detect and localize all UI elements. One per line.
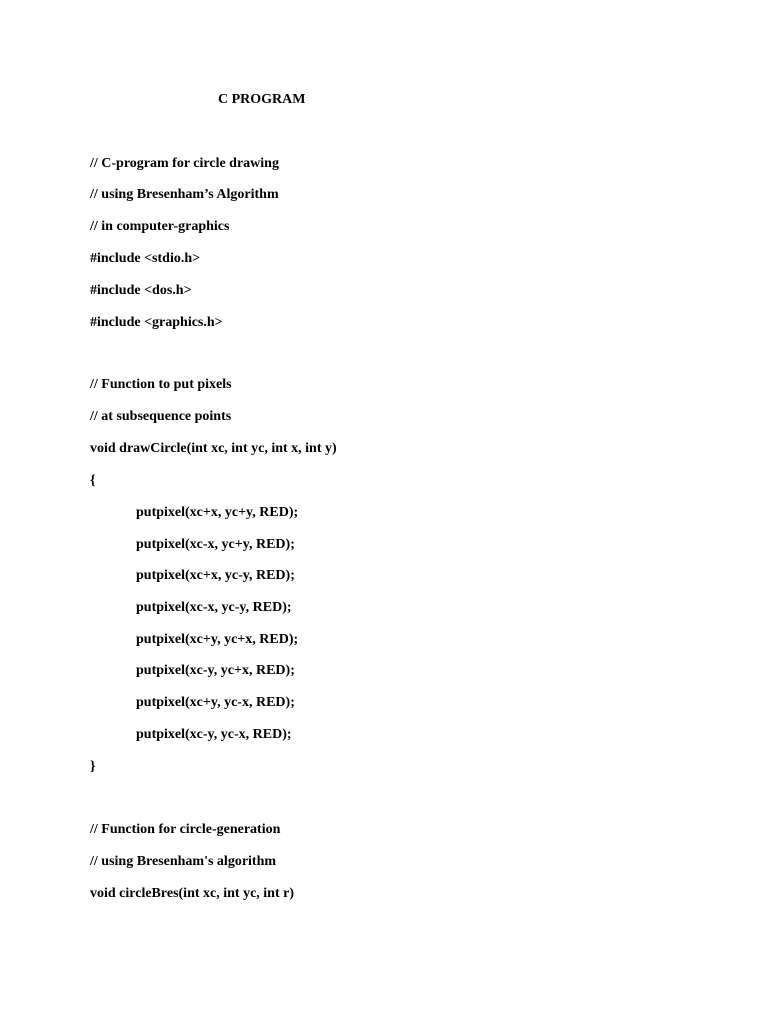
- code-comment-line: // using Bresenham’s Algorithm: [90, 187, 279, 202]
- code-include-line: #include <dos.h>: [90, 283, 192, 298]
- code-comment-line: // C-program for circle drawing: [90, 156, 279, 171]
- code-comment-line: // using Bresenham's algorithm: [90, 854, 277, 869]
- code-include-line: #include <graphics.h>: [90, 315, 223, 330]
- code-open-brace: {: [90, 473, 96, 488]
- code-close-brace: }: [90, 759, 96, 774]
- code-function-signature: void circleBres(int xc, int yc, int r): [90, 886, 294, 901]
- code-statement-line: putpixel(xc-x, yc-y, RED);: [136, 600, 292, 615]
- code-statement-line: putpixel(xc-y, yc+x, RED);: [136, 663, 295, 678]
- code-include-line: #include <stdio.h>: [90, 251, 201, 266]
- code-statement-line: putpixel(xc-y, yc-x, RED);: [136, 727, 292, 742]
- code-comment-line: // Function for circle-generation: [90, 822, 281, 837]
- code-statement-line: putpixel(xc+y, yc+x, RED);: [136, 632, 299, 647]
- code-statement-line: putpixel(xc+x, yc+y, RED);: [136, 505, 299, 520]
- code-comment-line: // Function to put pixels: [90, 377, 232, 392]
- page-title: C PROGRAM: [218, 92, 306, 107]
- code-comment-line: // in computer-graphics: [90, 219, 230, 234]
- code-function-signature: void drawCircle(int xc, int yc, int x, int y): [90, 441, 337, 456]
- code-statement-line: putpixel(xc-x, yc+y, RED);: [136, 537, 295, 552]
- code-statement-line: putpixel(xc+x, yc-y, RED);: [136, 568, 295, 583]
- code-comment-line: // at subsequence points: [90, 409, 232, 424]
- code-statement-line: putpixel(xc+y, yc-x, RED);: [136, 695, 295, 710]
